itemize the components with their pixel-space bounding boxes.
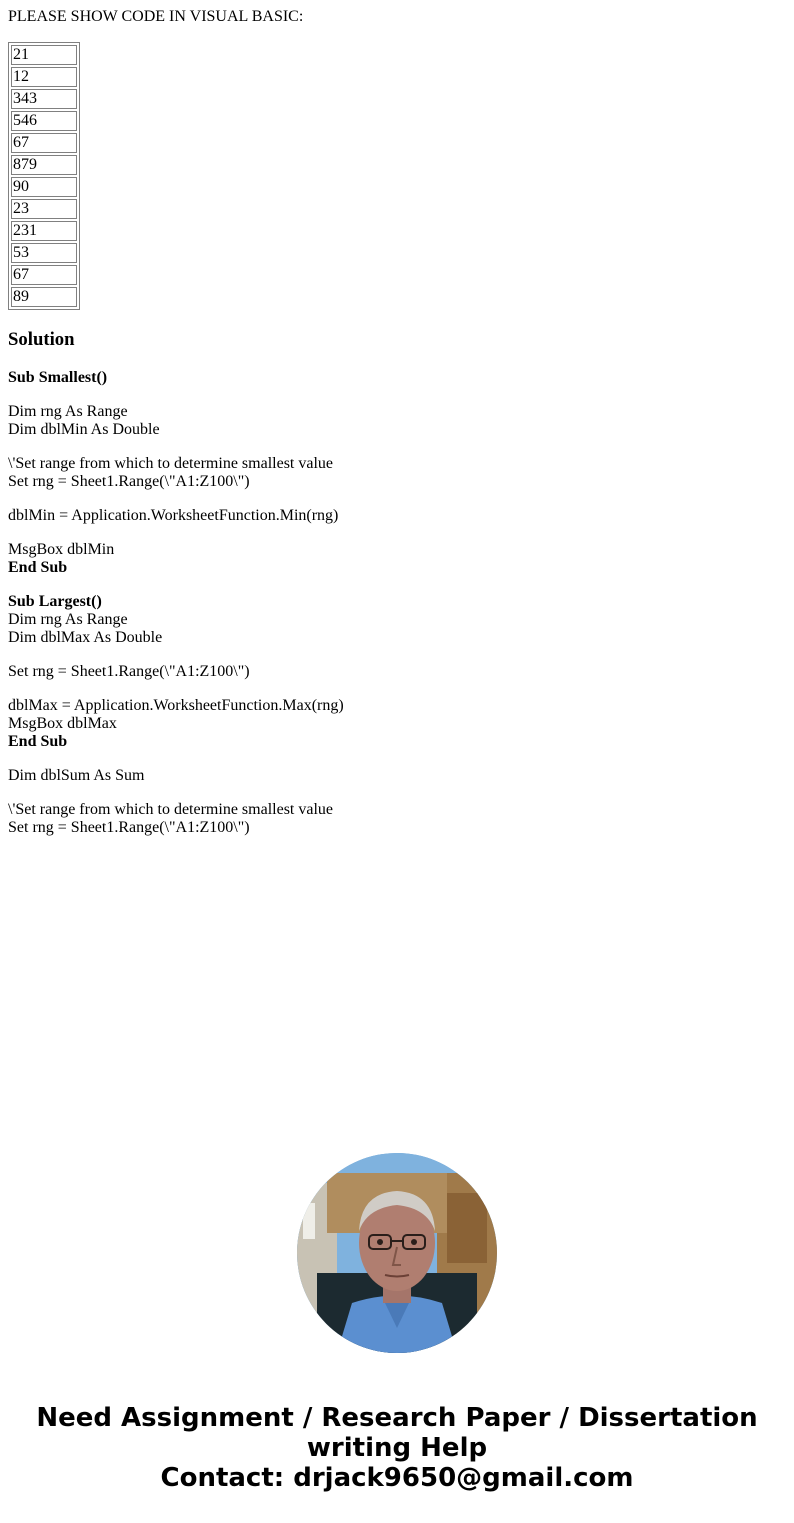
table-cell: 879 <box>11 155 77 175</box>
table-row <box>11 67 77 87</box>
promo-line: Need Assignment / Research Paper / Dissertation <box>36 1403 758 1433</box>
table-row <box>11 177 77 197</box>
table-cell: 53 <box>11 243 77 263</box>
table-cell: 343 <box>11 89 77 109</box>
code-line: Set rng = Sheet1.Range(\"A1:Z100\") <box>8 819 250 836</box>
table-cell: 12 <box>11 67 77 87</box>
code-gap <box>8 525 786 541</box>
table-row <box>11 89 77 109</box>
table-row <box>11 111 77 131</box>
code-line: \'Set range from which to determine smallest value <box>8 455 334 472</box>
code-gap <box>8 387 786 403</box>
solution-heading: Solution <box>8 329 75 350</box>
table-cell: 23 <box>11 199 77 219</box>
code-gap <box>8 577 786 593</box>
table-cell: 67 <box>11 265 77 285</box>
code-gap <box>8 491 786 507</box>
code-block <box>8 369 786 837</box>
table-row <box>11 199 77 219</box>
code-line: Set rng = Sheet1.Range(\"A1:Z100\") <box>8 663 250 680</box>
table-row <box>11 243 77 263</box>
table-row <box>11 265 77 285</box>
code-gap <box>8 785 786 801</box>
code-line: Dim dblSum As Sum <box>8 767 145 784</box>
question-text: PLEASE SHOW CODE IN VISUAL BASIC: <box>8 8 304 25</box>
promo-contact: Contact: drjack9650@gmail.com <box>160 1463 634 1493</box>
table-cell: 21 <box>11 45 77 65</box>
table-cell: 90 <box>11 177 77 197</box>
table-row <box>11 133 77 153</box>
code-line: Set rng = Sheet1.Range(\"A1:Z100\") <box>8 473 250 490</box>
code-line: dblMin = Application.WorksheetFunction.Min(rng) <box>8 507 339 524</box>
table-cell: 89 <box>11 287 77 307</box>
footer-promo <box>0 1153 794 1493</box>
values-table-body <box>11 45 77 307</box>
values-table <box>8 42 80 310</box>
code-line: dblMax = Application.WorksheetFunction.Max(rng) <box>8 697 344 714</box>
promo-line: writing Help <box>306 1433 488 1463</box>
promo-text <box>0 1403 794 1493</box>
code-line: End Sub <box>8 733 68 750</box>
code-line: Sub Largest() <box>8 593 102 610</box>
avatar-portrait-image <box>297 1153 497 1353</box>
table-row <box>11 287 77 307</box>
code-gap <box>8 647 786 663</box>
code-line: Dim rng As Range <box>8 403 128 420</box>
table-cell: 231 <box>11 221 77 241</box>
document-content <box>8 8 786 837</box>
code-line: MsgBox dblMin <box>8 541 115 558</box>
code-line: Dim dblMax As Double <box>8 629 163 646</box>
code-line: \'Set range from which to determine smallest value <box>8 801 334 818</box>
avatar <box>297 1153 497 1353</box>
table-cell: 546 <box>11 111 77 131</box>
code-line: Dim rng As Range <box>8 611 128 628</box>
table-row <box>11 155 77 175</box>
code-gap <box>8 751 786 767</box>
code-gap <box>8 439 786 455</box>
code-line: End Sub <box>8 559 68 576</box>
code-gap <box>8 681 786 697</box>
code-line: MsgBox dblMax <box>8 715 117 732</box>
code-line: Dim dblMin As Double <box>8 421 160 438</box>
table-row <box>11 45 77 65</box>
code-line: Sub Smallest() <box>8 369 108 386</box>
table-row <box>11 221 77 241</box>
table-cell: 67 <box>11 133 77 153</box>
